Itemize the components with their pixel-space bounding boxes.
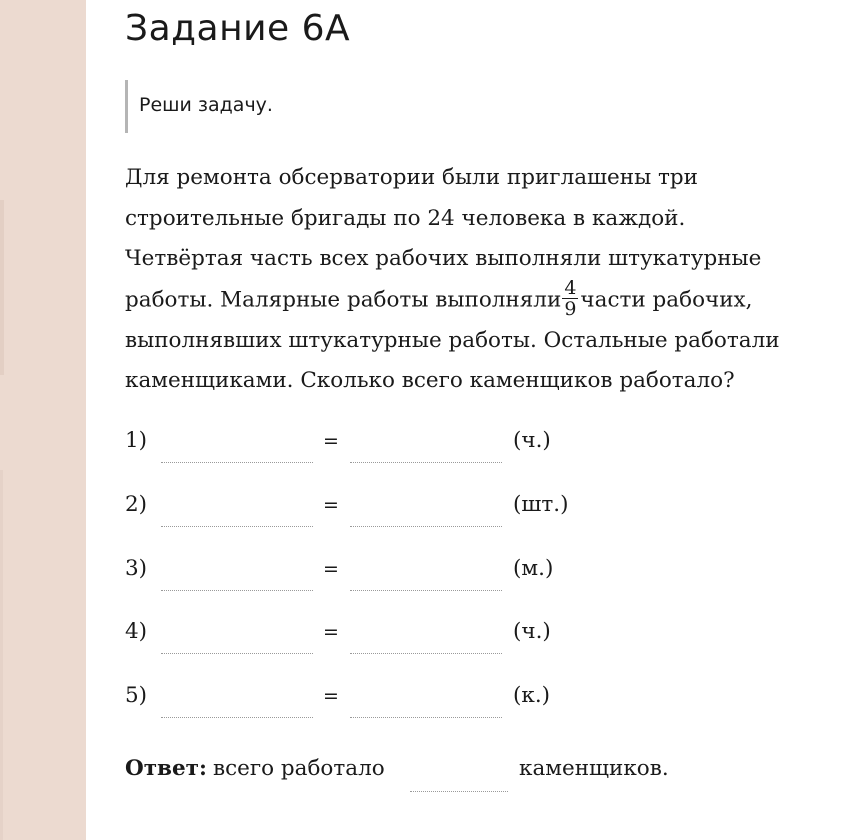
problem-line-2: строительные бригады по 24 человека в каждой.: [125, 205, 686, 231]
step-row-5: [125, 677, 825, 721]
answer-text-before: всего работало: [213, 756, 385, 781]
problem-text: [125, 158, 860, 402]
step-row-1: [125, 422, 825, 466]
page-title: Задание 6А: [125, 8, 351, 49]
step-row-3: [125, 550, 825, 594]
step-number: 1): [125, 428, 148, 453]
step-number: 4): [125, 619, 148, 644]
equals-sign: =: [323, 494, 339, 516]
step-unit: (м.): [513, 556, 554, 581]
step-1-result-input[interactable]: [350, 422, 502, 463]
problem-line-1: Для ремонта обсерватории были приглашены три: [125, 165, 699, 190]
problem-line-3: Четвёртая часть всех рабочих выполняли штукатурные: [125, 246, 762, 271]
sidebar-notch: [0, 200, 4, 375]
step-1-expression-input[interactable]: [161, 422, 313, 463]
left-sidebar: [0, 0, 86, 840]
problem-line-4: [125, 276, 860, 321]
equals-sign: =: [323, 621, 339, 643]
answer-input[interactable]: [410, 752, 508, 792]
step-4-result-input[interactable]: [350, 613, 502, 654]
problem-line-4-end: части рабочих,: [580, 287, 753, 312]
problem-line-6: каменщиками. Сколько всего каменщиков работало?: [125, 368, 735, 393]
answer-label: Ответ:: [125, 756, 207, 781]
equals-sign: =: [323, 685, 339, 707]
instruction-quote: Реши задачу.: [125, 80, 273, 133]
step-2-expression-input[interactable]: [161, 486, 313, 527]
problem-line-4-start: работы. Малярные работы выполняли: [125, 287, 562, 312]
answer-text-after: каменщиков.: [519, 756, 669, 781]
sidebar-shade: [0, 470, 3, 840]
step-5-expression-input[interactable]: [161, 677, 313, 718]
fraction-denominator: 9: [564, 297, 577, 320]
equals-sign: =: [323, 558, 339, 580]
step-unit: (шт.): [513, 492, 569, 517]
step-number: 2): [125, 492, 148, 517]
step-row-2: [125, 486, 825, 530]
step-row-4: [125, 613, 825, 657]
step-unit: (ч.): [513, 428, 551, 453]
step-number: 3): [125, 556, 148, 581]
equals-sign: =: [323, 430, 339, 452]
step-4-expression-input[interactable]: [161, 613, 313, 654]
step-2-result-input[interactable]: [350, 486, 502, 527]
step-unit: (ч.): [513, 619, 551, 644]
step-number: 5): [125, 683, 148, 708]
step-unit: (к.): [513, 683, 551, 708]
fraction-numerator: 4: [564, 276, 577, 299]
fraction: [562, 278, 578, 319]
answer-row: [125, 752, 845, 792]
step-3-expression-input[interactable]: [161, 550, 313, 591]
step-5-result-input[interactable]: [350, 677, 502, 718]
problem-line-5: выполнявших штукатурные работы. Остальные работали: [125, 327, 780, 353]
step-3-result-input[interactable]: [350, 550, 502, 591]
